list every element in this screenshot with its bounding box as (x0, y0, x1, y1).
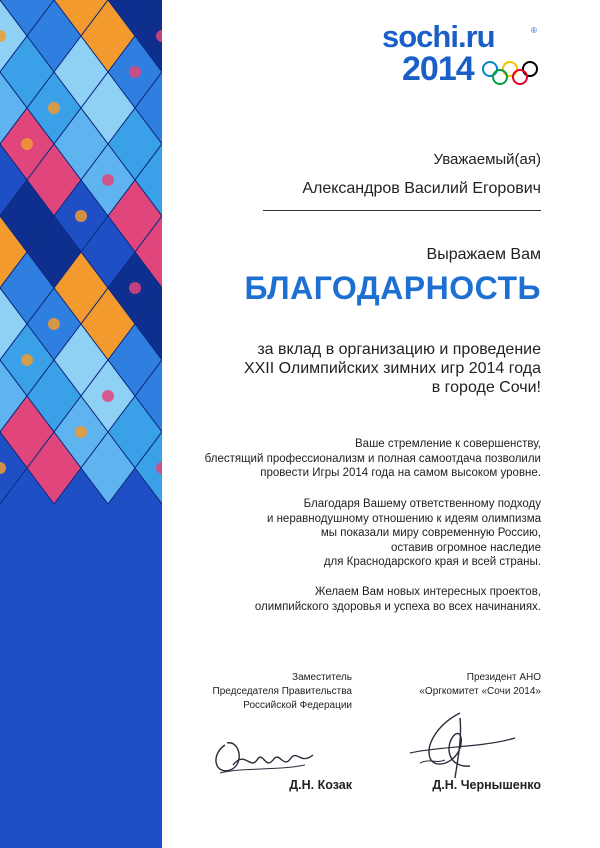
signatory-left-name: Д.Н. Козак (289, 778, 352, 792)
contribution-line: XXII Олимпийских зимних игр 2014 года (243, 360, 541, 377)
paragraph-line: блестящий профессионализм и полная самоотдача позволили (204, 452, 541, 465)
paragraph-line: оставив огромное наследие (390, 541, 541, 554)
signatory-title-line: Российской Федерации (243, 700, 352, 711)
logo-registered-mark: ® (531, 26, 537, 35)
logo-year-text: 2014 (402, 50, 474, 88)
paragraph-2 (170, 497, 541, 570)
pattern-flower (129, 66, 141, 78)
signatory-title-line: «Оргкомитет «Сочи 2014» (419, 686, 541, 697)
paragraph-line: и неравнодушному отношению к идеям олимпизма (266, 512, 541, 525)
pattern-flower (102, 390, 114, 402)
contribution-line: в городе Сочи! (431, 379, 541, 396)
signatory-title-line: Президент АНО (466, 672, 541, 683)
name-underline (263, 210, 541, 211)
olympic-rings-icon (481, 60, 539, 88)
sochi-2014-logo (382, 19, 542, 92)
signatory-right-name: Д.Н. Чернышенко (432, 778, 541, 792)
paragraph-3 (170, 585, 541, 614)
signatory-title-line: Председателя Правительства (212, 686, 352, 697)
pattern-flower (129, 282, 141, 294)
decorative-pattern-band (0, 0, 162, 848)
pattern-flower (48, 102, 60, 114)
paragraph-line: олимпийского здоровья и успеха во всех начинаниях. (254, 600, 541, 613)
paragraph-line: провести Игры 2014 года на самом высоком уровне. (260, 467, 541, 479)
paragraph-line: Благодаря Вашему ответственному подходу (303, 498, 541, 510)
signatory-right-title (380, 671, 541, 699)
contribution-line: за вклад в организацию и проведение (257, 341, 541, 358)
express-line: Выражаем Вам (426, 246, 541, 263)
pattern-flower (75, 210, 87, 222)
paragraph-1 (170, 437, 541, 481)
patchwork-pattern (0, 0, 162, 848)
pattern-flower (102, 174, 114, 186)
headline: БЛАГОДАРНОСТЬ (244, 270, 541, 306)
paragraph-line: мы показали миру современную Россию, (320, 527, 541, 539)
paragraph-line: Ваше стремление к совершенству, (355, 438, 541, 450)
logo-site-text: sochi.ru (382, 19, 495, 54)
pattern-flower (75, 426, 87, 438)
signature-left (205, 725, 320, 780)
paragraph-line: для Краснодарского края и всей страны. (323, 556, 541, 568)
pattern-flower (48, 318, 60, 330)
recipient-name: Александров Василий Егорович (302, 180, 541, 197)
signatory-left-title (190, 671, 352, 713)
signature-right (400, 708, 520, 783)
contribution-text (180, 340, 541, 397)
pattern-flower (21, 354, 33, 366)
greeting: Уважаемый(ая) (433, 151, 541, 168)
pattern-flower (21, 138, 33, 150)
paragraph-line: Желаем Вам новых интересных проектов, (314, 586, 541, 598)
signatory-title-line: Заместитель (292, 672, 352, 683)
